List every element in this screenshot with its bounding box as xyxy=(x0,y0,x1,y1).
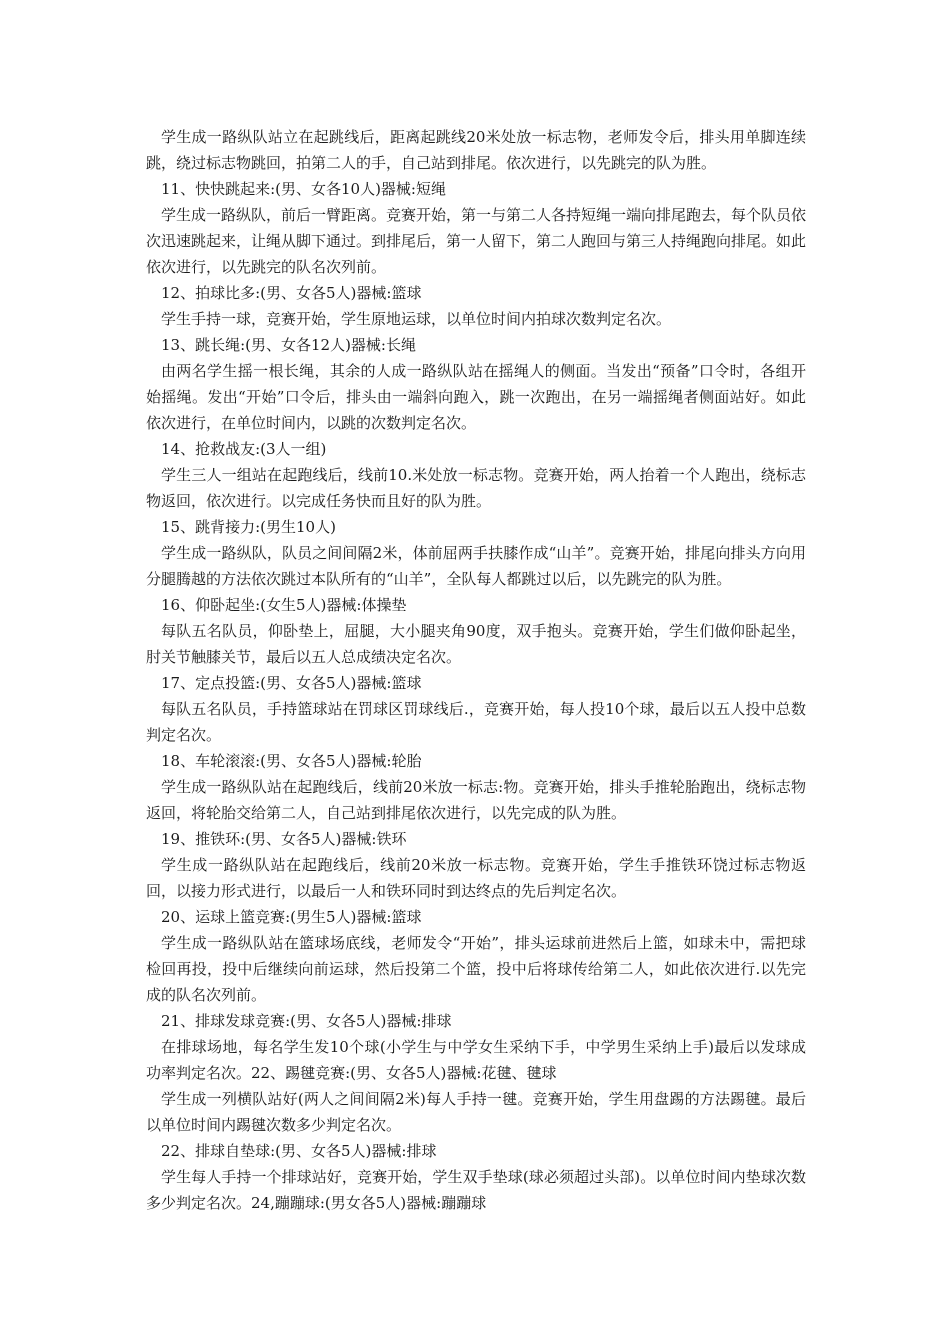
paragraph: 学生成一路纵队站立在起跳线后，距离起跳线20米处放一标志物，老师发令后，排头用单脚连续跳，绕过标志物跳回，拍第二人的手，自己站到排尾。依次进行，以先跳完的队为胜。 xyxy=(146,128,806,172)
paragraph: 由两名学生摇一根长绳，其余的人成一路纵队站在摇绳人的侧面。当发出“预备”口令时，各组开始摇绳。发出“开始”口令后，排头由一端斜向跑入，跳一次跑出，在另一端摇绳者侧面站好。如此依次进行，在单位时间内，以跳的次数判定名次。 xyxy=(146,362,806,432)
paragraph: 每队五名队员，仰卧垫上，屈腿，大小腿夹角90度，双手抱头。竞赛开始，学生们做仰卧起坐，肘关节触膝关节，最后以五人总成绩决定名次。 xyxy=(146,622,806,666)
section-heading: 20、运球上篮竞赛:(男生5人)器械:篮球 xyxy=(161,908,422,926)
paragraph: 学生每人手持一个排球站好，竞赛开始，学生双手垫球(球必须超过头部)。以单位时间内垫球次数多少判定名次。24,蹦蹦球:(男女各5人)器械:蹦蹦球 xyxy=(146,1168,806,1212)
section-heading: 14、抢救战友:(3人一组) xyxy=(161,440,327,458)
paragraph: 每队五名队员，手持篮球站在罚球区罚球线后.，竞赛开始，每人投10个球，最后以五人投中总数判定名次。 xyxy=(146,700,806,744)
section-heading: 16、仰卧起坐:(女生5人)器械:体操垫 xyxy=(161,596,407,614)
paragraph: 学生成一路纵队站在篮球场底线，老师发令“开始”，排头运球前进然后上篮，如球未中，需把球检回再投，投中后继续向前运球，然后投第二个篮，投中后将球传给第二人，如此依次进行.以先完成的队名次列前。 xyxy=(146,934,806,1004)
paragraph: 学生成一路纵队站在起跑线后，线前20米放一标志:物。竞赛开始，排头手推轮胎跑出，绕标志物返回，将轮胎交给第二人，自己站到排尾依次进行，以先完成的队为胜。 xyxy=(146,778,806,822)
section-heading: 18、车轮滚滚:(男、女各5人)器械:轮胎 xyxy=(161,752,422,770)
section-heading: 13、跳长绳:(男、女各12人)器械:长绳 xyxy=(161,336,416,354)
paragraph: 学生成一路纵队，前后一臂距离。竞赛开始，第一与第二人各持短绳一端向排尾跑去，每个队员依次迅速跳起来，让绳从脚下通过。到排尾后，第一人留下，第二人跑回与第三人持绳跑向排尾。如此依次进行，以先跳完的队名次列前。 xyxy=(146,206,807,276)
paragraph: 学生成一列横队站好(两人之间间隔2米)每人手持一毽。竞赛开始，学生用盘踢的方法踢毽。最后以单位时间内踢毽次数多少判定名次。 xyxy=(146,1090,806,1134)
section-heading: 15、跳背接力:(男生10人) xyxy=(161,518,336,536)
paragraph: 学生三人一组站在起跑线后，线前10.米处放一标志物。竞赛开始，两人抬着一个人跑出，绕标志物返回，依次进行。以完成任务快而且好的队为胜。 xyxy=(146,466,806,510)
section-heading: 17、定点投篮:(男、女各5人)器械:篮球 xyxy=(161,674,422,692)
paragraph: 学生成一路纵队站在起跑线后，线前20米放一标志物。竞赛开始，学生手推铁环饶过标志物返回，以接力形式进行，以最后一人和铁环同时到达终点的先后判定名次。 xyxy=(146,856,806,900)
section-heading: 22、排球自垫球:(男、女各5人)器械:排球 xyxy=(161,1142,437,1160)
section-heading: 12、拍球比多:(男、女各5人)器械:篮球 xyxy=(161,284,422,302)
section-heading: 11、快快跳起来:(男、女各10人)器械:短绳 xyxy=(161,180,446,198)
section-heading: 21、排球发球竞赛:(男、女各5人)器械:排球 xyxy=(161,1012,452,1030)
document-body xyxy=(146,124,806,1216)
paragraph: 在排球场地，每名学生发10个球(小学生与中学女生采纳下手，中学男生采纳上手)最后以发球成功率判定名次。22、踢毽竞赛:(男、女各5人)器械:花毽、毽球 xyxy=(146,1038,806,1082)
section-heading: 19、推铁环:(男、女各5人)器械:铁环 xyxy=(161,830,407,848)
paragraph: 学生成一路纵队，队员之间间隔2米，体前屈两手扶膝作成“山羊”。竞赛开始，排尾向排头方向用分腿腾越的方法依次跳过本队所有的“山羊”，全队每人都跳过以后，以先跳完的队为胜。 xyxy=(146,544,806,588)
paragraph: 学生手持一球，竞赛开始，学生原地运球，以单位时间内拍球次数判定名次。 xyxy=(161,310,672,328)
